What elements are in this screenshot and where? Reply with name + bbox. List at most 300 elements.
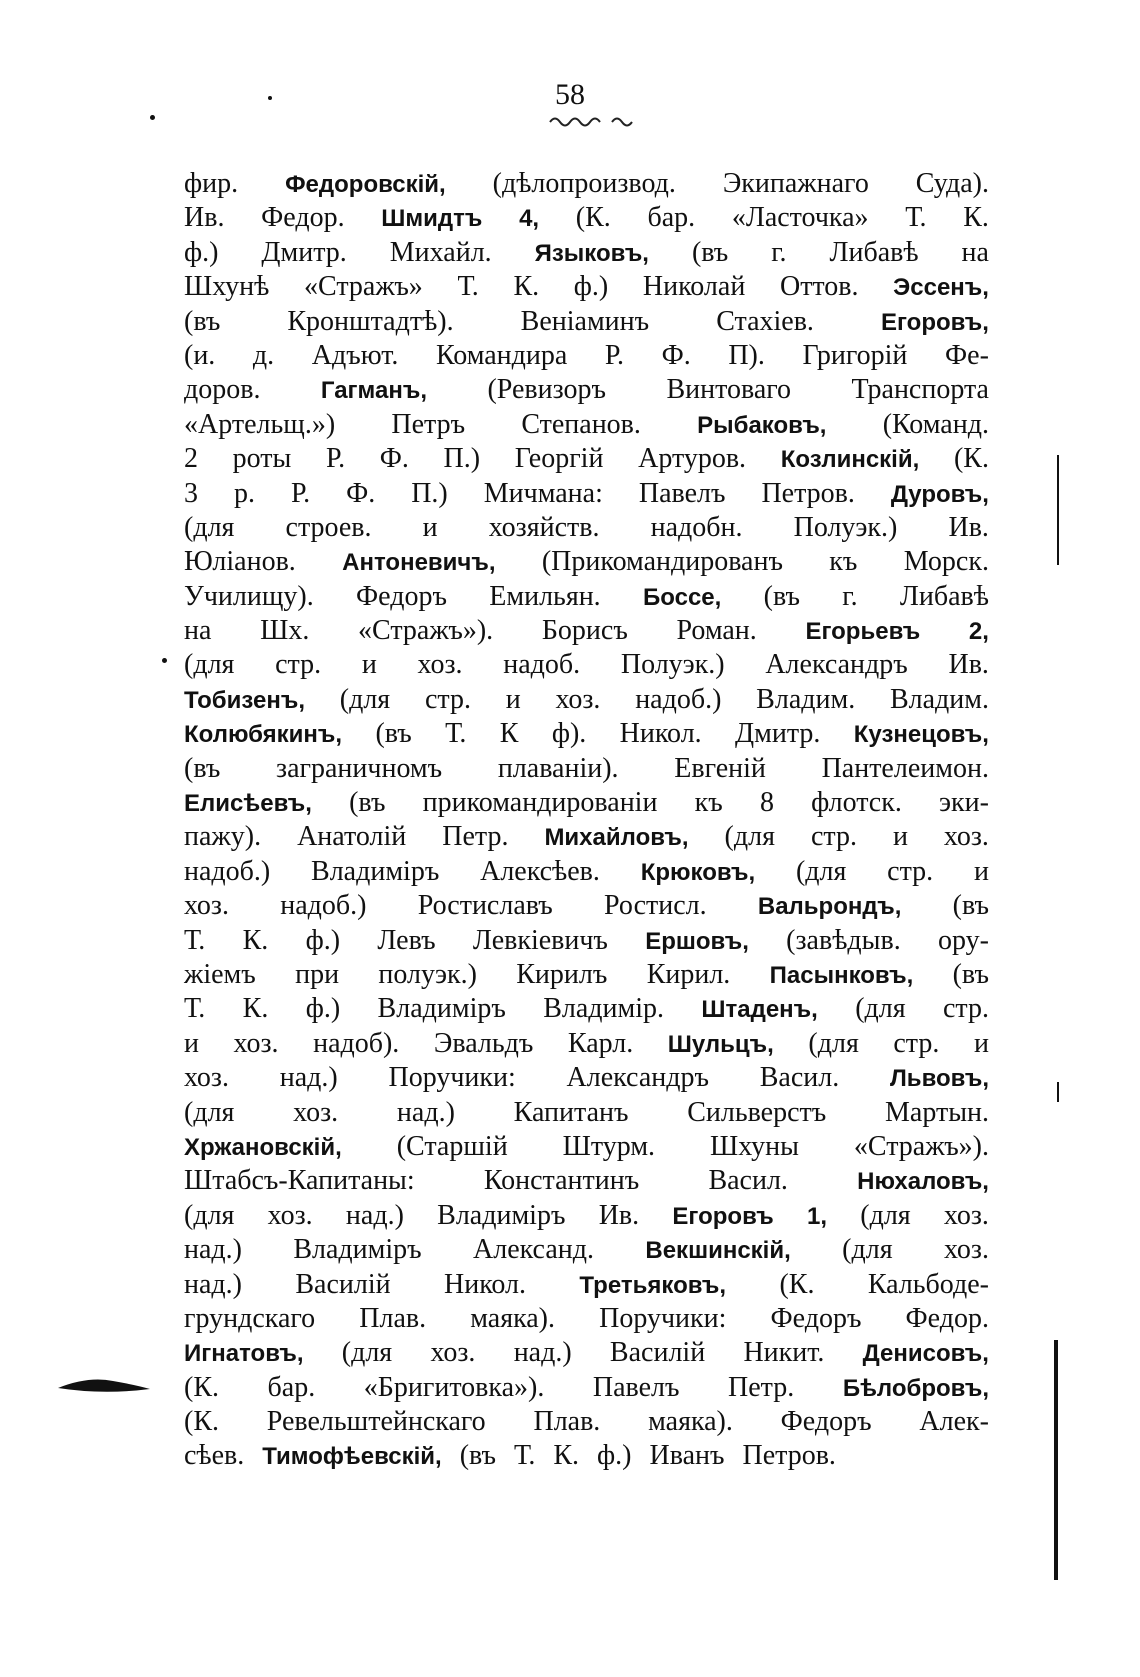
word: Владим.: [889, 683, 989, 715]
surname: Колюбякинъ,: [184, 721, 343, 749]
word: Р.: [291, 477, 311, 509]
word: и: [973, 855, 989, 887]
word: (для: [339, 683, 391, 715]
word: Мартын.: [885, 1096, 989, 1128]
word: П).: [728, 339, 765, 371]
surname: Пасынковъ,: [769, 961, 914, 989]
word: (въ: [459, 1440, 497, 1472]
word: хоз.: [943, 1234, 989, 1266]
word: грундскаго: [184, 1302, 316, 1334]
word: Петръ: [391, 408, 466, 440]
word: «Бригитовка»).: [363, 1371, 545, 1403]
word: (въ: [184, 752, 221, 784]
word: (дѣлопроизвод.: [492, 168, 676, 199]
word: Петр.: [442, 821, 509, 853]
text-line: [184, 168, 989, 202]
word: доров.: [184, 374, 261, 406]
surname: Львовъ,: [889, 1065, 989, 1093]
word: строев.: [285, 511, 372, 543]
word: хоз.: [555, 683, 601, 715]
word: над.): [279, 1062, 338, 1094]
surname: Федоровскій,: [285, 171, 446, 198]
text-line: [184, 271, 989, 305]
text-line: [184, 1028, 989, 1062]
word: над.): [513, 1337, 572, 1369]
text-line: [184, 753, 989, 787]
word: Плав.: [533, 1406, 601, 1438]
text-line: [184, 478, 989, 512]
word: Поручики:: [388, 1062, 516, 1094]
surname: Нюхаловъ,: [857, 1168, 989, 1196]
surname: Векшинскій,: [645, 1237, 791, 1265]
word: П.): [411, 477, 448, 509]
word: стр.: [942, 993, 989, 1025]
word: г.: [771, 236, 787, 268]
word: Ив.: [598, 1199, 640, 1231]
text-line: [184, 993, 989, 1027]
word: (завѣдыв.: [786, 924, 901, 956]
word: флотск.: [811, 787, 902, 819]
word: и: [361, 649, 377, 681]
word: (для: [341, 1337, 393, 1369]
text-line: [184, 202, 989, 236]
word: Василій: [609, 1337, 706, 1369]
word: Емильян.: [489, 580, 601, 612]
word: хоз.: [184, 890, 229, 922]
word: (для: [184, 1096, 235, 1128]
word: (въ: [184, 305, 221, 337]
word: хоз.: [430, 1337, 476, 1369]
word: къ: [694, 787, 723, 819]
word: Кирил.: [646, 958, 731, 990]
text-line: [184, 546, 989, 580]
word: Васил.: [708, 1165, 788, 1197]
text-line: [184, 443, 989, 477]
word: ф.): [305, 924, 341, 956]
text-line: [184, 925, 989, 959]
surname: Кузнецовъ,: [853, 721, 989, 749]
word: маяка).: [470, 1302, 555, 1334]
word: г.: [842, 580, 858, 612]
scan-dot: [162, 658, 167, 663]
word: хоз.: [267, 1199, 313, 1231]
word: Винтоваго: [666, 374, 792, 406]
surname: Шмидтъ: [381, 205, 483, 233]
word: Кальбоде-: [867, 1268, 989, 1300]
word: Анатолій: [297, 821, 407, 853]
word: Либавѣ: [899, 580, 989, 612]
surname: Бѣлобровъ,: [842, 1374, 989, 1402]
text-line: [184, 1234, 989, 1268]
word: Т.: [905, 202, 927, 234]
word: (для: [795, 855, 847, 887]
text-line: [184, 1303, 989, 1337]
word: 8: [759, 787, 774, 819]
word: Никит.: [743, 1337, 825, 1369]
word: ф).: [551, 718, 587, 750]
text-line: [184, 1372, 989, 1406]
surname: Михайловъ,: [544, 824, 689, 852]
surname: Козлинскій,: [780, 446, 920, 474]
word: К.: [242, 924, 269, 956]
word: Училищу).: [184, 580, 314, 612]
word: Мичмана:: [483, 477, 603, 509]
word: (Команд.: [882, 408, 989, 440]
text-line: [184, 1406, 989, 1440]
word: (въ: [349, 787, 386, 819]
text-line: [184, 512, 989, 546]
word: Павелъ: [592, 1371, 680, 1403]
word: р.: [234, 477, 255, 509]
word: (К.: [953, 443, 989, 475]
word: эки-: [939, 787, 989, 819]
word: (К.: [779, 1268, 815, 1300]
word: К.: [513, 271, 540, 303]
word: над.): [184, 1268, 242, 1300]
surname: Дуровъ,: [890, 480, 989, 508]
word: 2: [184, 443, 198, 475]
word: Георгій: [514, 443, 604, 475]
word: Суда).: [915, 168, 989, 199]
word: Ф.: [346, 477, 376, 509]
text-line: [184, 718, 989, 752]
word: Владиміръ: [377, 993, 506, 1025]
surname: Рыбаковъ,: [697, 411, 827, 439]
word: надоб).: [313, 1027, 400, 1059]
word: заграничномъ: [276, 752, 443, 784]
scan-edge-line: [1057, 455, 1059, 565]
word: Федор.: [905, 1302, 989, 1334]
text-line: [184, 1269, 989, 1303]
surname: 1,: [806, 1202, 827, 1230]
surname: 2,: [968, 618, 989, 646]
word: хоз.: [943, 821, 989, 853]
surname: Хржановскій,: [184, 1133, 342, 1161]
word: ф.): [305, 993, 341, 1025]
word: (Старшій: [396, 1130, 508, 1162]
word: над.): [396, 1096, 455, 1128]
word: Пантелеимон.: [821, 752, 989, 784]
word: Александръ: [765, 649, 908, 681]
scan-smudge: [58, 1375, 150, 1397]
surname: Игнатовъ,: [184, 1340, 304, 1368]
word: Павелъ: [638, 477, 726, 509]
word: Никол.: [619, 718, 702, 750]
surname: Боссе,: [643, 583, 722, 611]
word: Владиміръ: [311, 855, 440, 887]
word: ф.): [597, 1440, 632, 1472]
word: над.): [184, 1234, 242, 1266]
surname: Егорьевъ: [805, 618, 921, 646]
word: Васил.: [759, 1062, 840, 1094]
word: Ф.: [661, 339, 691, 371]
surname: 4,: [519, 205, 540, 233]
word: Оттов.: [779, 271, 859, 303]
word: Алексѣев.: [480, 855, 600, 887]
word: К: [499, 718, 519, 750]
text-line: [184, 374, 989, 408]
word: Владимір.: [543, 993, 665, 1025]
word: на: [961, 236, 989, 268]
word: сѣев.: [184, 1440, 245, 1472]
word: Александръ: [566, 1062, 709, 1094]
word: (въ: [375, 718, 412, 750]
word: Иванъ: [649, 1440, 725, 1472]
word: и: [184, 1027, 199, 1059]
word: Ф.: [379, 443, 409, 475]
word: Кирилъ: [516, 958, 608, 990]
word: (К.: [184, 1371, 219, 1403]
text-line: [184, 1165, 989, 1199]
word: стр.: [810, 821, 857, 853]
word: Ив.: [948, 511, 989, 543]
surname: Штаденъ,: [701, 996, 818, 1024]
word: Транспорта: [851, 374, 989, 406]
text-line: [184, 856, 989, 890]
word: Степанов.: [521, 408, 641, 440]
word: (для: [184, 1199, 235, 1231]
word: Кронштадтѣ).: [287, 305, 454, 337]
scan-edge-line: [1054, 1340, 1058, 1580]
word: Ревельштейнскаго: [266, 1406, 486, 1438]
text-line: [184, 581, 989, 615]
word: Петр.: [728, 1371, 795, 1403]
word: над.): [345, 1199, 404, 1231]
surname: Вальрондъ,: [757, 893, 902, 921]
word: (К.: [184, 1406, 219, 1438]
word: Владим.: [756, 683, 856, 715]
word: ф.): [573, 271, 609, 303]
word: (для: [855, 993, 906, 1025]
word: Борисъ: [541, 615, 628, 647]
word: (К.: [575, 202, 611, 234]
word: хоз.: [184, 1062, 229, 1094]
word: Алек-: [919, 1406, 989, 1438]
word: Ростисл.: [604, 890, 707, 922]
word: плаваніи).: [497, 752, 619, 784]
word: Петров.: [742, 1440, 836, 1472]
word: хоз.: [293, 1096, 339, 1128]
text-line: [184, 1097, 989, 1131]
word: д.: [252, 339, 275, 371]
word: Командира: [435, 339, 568, 371]
word: (для: [184, 511, 235, 543]
word: хозяйств.: [488, 511, 600, 543]
word: (въ: [952, 958, 989, 990]
word: бар.: [647, 202, 696, 234]
word: (въ: [763, 580, 800, 612]
text-line: [184, 237, 989, 271]
text-line: [184, 890, 989, 924]
ornament-tilde-icon: [548, 112, 648, 130]
word: «Артельщ.»): [184, 408, 336, 440]
word: Т.: [457, 271, 479, 303]
word: стр.: [887, 855, 934, 887]
word: ору-: [937, 924, 989, 956]
text-line: [184, 649, 989, 683]
surname: Елисѣевъ,: [184, 790, 312, 818]
word: стр.: [275, 649, 322, 681]
surname: Тобизенъ,: [184, 686, 306, 714]
surname: Языковъ,: [534, 239, 649, 267]
surname: Третьяковъ,: [579, 1271, 727, 1299]
surname: Тимофѣевскій,: [262, 1443, 442, 1471]
word: К.: [553, 1440, 580, 1472]
surname: Денисовъ,: [862, 1340, 989, 1368]
word: Ив.: [184, 202, 225, 234]
word: къ: [829, 546, 858, 578]
word: прикомандированіи: [422, 787, 658, 819]
word: и: [422, 511, 438, 543]
word: Либавѣ: [829, 236, 919, 268]
text-block: [184, 168, 989, 1475]
word: Полуэк.): [793, 511, 898, 543]
word: Т.: [184, 993, 206, 1025]
word: Плав.: [359, 1302, 427, 1334]
text-line: [184, 340, 989, 374]
word: (Прикомандированъ: [541, 546, 783, 578]
word: Адъют.: [311, 339, 399, 371]
word: Евгеній: [674, 752, 766, 784]
word: К.: [963, 202, 989, 234]
word: Константинъ: [483, 1165, 640, 1197]
word: Экипажнаго: [722, 168, 869, 199]
page-number: 58: [555, 78, 585, 111]
word: Фе-: [945, 339, 989, 371]
word: Владиміръ: [293, 1234, 422, 1266]
word: ф.): [184, 236, 219, 268]
word: Артуров.: [638, 443, 747, 475]
word: (для: [724, 821, 775, 853]
word: Григорій: [802, 339, 908, 371]
word: Шх.: [260, 615, 310, 647]
word: «Ласточка»: [731, 202, 869, 234]
word: надоб.: [503, 649, 581, 681]
word: П.): [443, 443, 481, 475]
word: (Ревизоръ: [487, 374, 606, 406]
text-line: [184, 1131, 989, 1165]
word: бар.: [267, 1371, 316, 1403]
word: Полуэк.): [620, 649, 725, 681]
word: Роман.: [676, 615, 757, 647]
word: Петров.: [761, 477, 855, 509]
surname: Эссенъ,: [893, 274, 989, 302]
word: и: [973, 1027, 989, 1059]
word: и: [505, 683, 521, 715]
word: Р.: [326, 443, 346, 475]
word: пажу).: [184, 821, 262, 853]
word: Федоръ: [780, 1406, 872, 1438]
word: надоб.): [280, 890, 367, 922]
text-line: [184, 1200, 989, 1234]
word: Дмитр.: [261, 236, 347, 268]
word: «Стражъ»: [304, 271, 423, 303]
word: Штурм.: [562, 1130, 656, 1162]
surname: Шульцъ,: [667, 1030, 774, 1058]
word: (для: [860, 1199, 911, 1231]
word: Ростиславъ: [417, 890, 553, 922]
word: стр.: [893, 1027, 940, 1059]
word: Т.: [184, 924, 206, 956]
word: Морск.: [903, 546, 989, 578]
word: хоз.: [417, 649, 463, 681]
word: (для: [842, 1234, 893, 1266]
word: Стахіев.: [716, 305, 814, 337]
word: Михайл.: [389, 236, 492, 268]
word: при: [295, 958, 340, 990]
word: хоз.: [943, 1199, 989, 1231]
word: Веніаминъ: [520, 305, 650, 337]
surname: Егоровъ,: [880, 308, 989, 336]
word: Т.: [514, 1440, 536, 1472]
word: маяка).: [648, 1406, 733, 1438]
scan-dot: [268, 96, 272, 100]
word: надоб.): [635, 683, 722, 715]
word: «Стражъ»).: [853, 1130, 989, 1162]
word: Шхунѣ: [184, 271, 270, 303]
text-line: [184, 306, 989, 340]
word: «Стражъ»).: [358, 615, 494, 647]
word: Никол.: [444, 1268, 527, 1300]
word: Штабсъ-Капитаны:: [184, 1165, 415, 1197]
scan-edge-line: [1057, 1082, 1059, 1102]
word: Дмитр.: [735, 718, 821, 750]
word: Карл.: [567, 1027, 634, 1059]
word: Р.: [604, 339, 624, 371]
word: хоз.: [233, 1027, 279, 1059]
surname: Егоровъ: [672, 1202, 774, 1230]
word: на: [184, 615, 212, 647]
text-line: [184, 409, 989, 443]
word: Владиміръ: [437, 1199, 566, 1231]
word: Левкіевичъ: [472, 924, 608, 956]
word: Ив.: [948, 649, 989, 681]
word: (для: [184, 649, 235, 681]
word: Эвальдъ: [433, 1027, 534, 1059]
word: жіемъ: [184, 958, 256, 990]
word: Поручики:: [599, 1302, 727, 1334]
word: Николай: [642, 271, 746, 303]
word: Сильверстъ: [687, 1096, 827, 1128]
word: Федоръ: [770, 1302, 862, 1334]
surname: Крюковъ,: [640, 858, 756, 886]
word: стр.: [424, 683, 471, 715]
word: надоб.): [184, 855, 271, 887]
text-line: [184, 821, 989, 855]
word: Федор.: [261, 202, 345, 234]
word: (въ: [691, 236, 729, 268]
scan-dot: [150, 115, 155, 120]
text-line: [184, 1440, 989, 1474]
word: фир.: [184, 168, 239, 199]
word: полуэк.): [378, 958, 477, 990]
word: Юліанов.: [184, 546, 296, 578]
word: Федоръ: [356, 580, 447, 612]
word: (для: [808, 1027, 859, 1059]
text-line: [184, 684, 989, 718]
word: 3: [184, 477, 198, 509]
word: Василій: [295, 1268, 391, 1300]
word: Александ.: [473, 1234, 594, 1266]
word: роты: [232, 443, 292, 475]
word: и: [892, 821, 908, 853]
word: К.: [242, 993, 269, 1025]
text-line: [184, 615, 989, 649]
word: надобн.: [650, 511, 743, 543]
text-line: [184, 959, 989, 993]
word: (въ: [952, 890, 989, 922]
surname: Антоневичъ,: [342, 549, 496, 577]
